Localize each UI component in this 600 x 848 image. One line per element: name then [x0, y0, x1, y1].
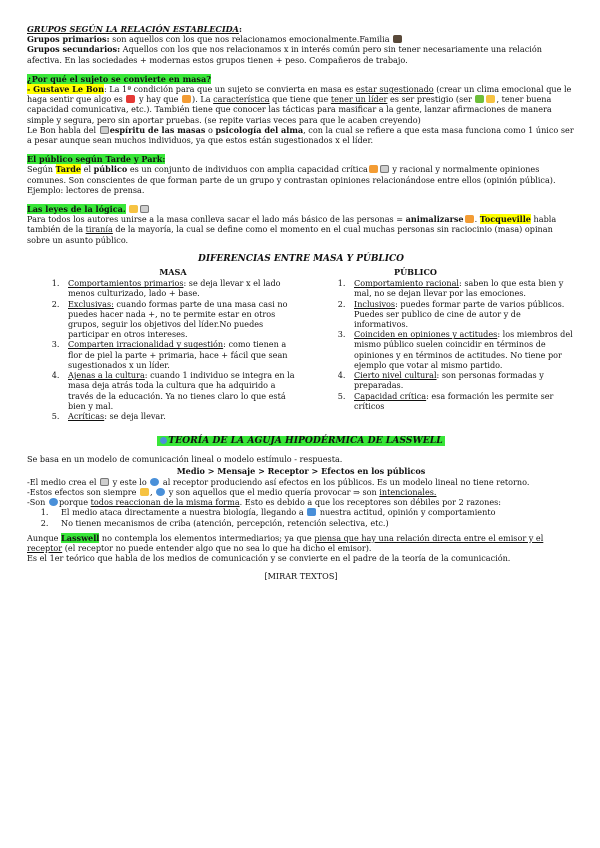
- grupos-primarios: Grupos primarios: son aquellos con los que nos relacionamos emocionalmente.Familia: [27, 34, 575, 44]
- list-item: 1. Comportamientos primarios: se deja llevar x el lado menos culturizado, lado + base.: [62, 278, 302, 298]
- masa-column: [27, 267, 302, 421]
- sugestion-heading-line: [27, 74, 575, 84]
- lasswell-final: Es el 1er teórico que habla de los medios de comunicación y se convierte en el padre de la teoría de la comunicación.: [27, 553, 511, 564]
- money-bag-icon: [486, 95, 495, 103]
- globe-icon: [49, 498, 58, 506]
- diferencias-columns: [27, 267, 575, 421]
- list-item: 4. Ajenas a la cultura: cuando 1 individuo se integra en la masa deja atrás toda la cultura que ha adquirido a través de la educación. Ya no tienes claro lo que está bien y mal.: [62, 370, 302, 411]
- tocqueville-name: Tocqueville: [479, 214, 531, 225]
- masa-heading: MASA: [159, 267, 187, 278]
- list-item: 3. Coinciden en opiniones y actitudes: los miembros del mismo público suelen coincidir en términos de opiniones y en términos de actitudes. No tiene por ejemplo que votar al mismo partido.: [348, 329, 575, 370]
- thinking-person-icon: [369, 165, 378, 173]
- list-item: 1. Comportamiento racional: saben lo que esta bien y mal, no se dejan llevar por las emociones.: [348, 278, 575, 298]
- list-item: 2. Inclusivos: puedes formar parte de varios públicos. Puedes ser publico de cine de autor y de informativos.: [348, 299, 575, 330]
- lasswell-formula: Medio > Mensaje > Receptor > Efectos en los públicos: [176, 465, 426, 476]
- list-item: 5. Capacidad crítica: esa formación les permite ser críticos: [348, 391, 575, 411]
- tarde-name: Tarde: [55, 164, 82, 175]
- tiger-icon: [465, 215, 474, 223]
- lasswell-line-3: -Son porque todos reaccionan de la misma forma. Esto es debido a que los receptores son débiles por 2 razones:: [27, 497, 502, 508]
- masa-list: [44, 278, 302, 421]
- mirar-textos: [MIRAR TEXTOS]: [264, 571, 338, 582]
- list-item: 2. Exclusivas: cuando formas parte de una masa casi no puedes hacer nada +, no te permite estar en otros grupos, seguir los objetivos del líder.No puedes participar en otros intereses.: [62, 299, 302, 340]
- sugestion-heading: ¿Por qué el sujeto se convierte en masa?: [27, 73, 211, 84]
- lasswell-name: Lasswell: [61, 532, 100, 543]
- smile-icon: [182, 95, 191, 103]
- cross-mark-icon: [126, 95, 135, 103]
- list-item: 5. Acríticas: se deja llevar.: [62, 411, 302, 421]
- tarde-heading: El público según Tarde y Park:: [27, 154, 166, 165]
- strong-arm-icon: [140, 488, 149, 496]
- ghost-icon: [100, 126, 109, 134]
- list-item: 2. No tienen mecanismos de criba (atención, percepción, retención selectiva, etc.): [51, 518, 575, 528]
- thought-bubble-icon: [380, 165, 389, 173]
- globe-icon: [156, 488, 165, 496]
- tarde-paragraph: Según Tarde el público es un conjunto de individuos con amplia capacidad crítica y racional y normalmente opiniones comunes. Son conscientes de que forman parte de un grupo y contrastan opiniones relacionándose entre ellos (opinión pública). Ejemplo: lectores de prensa.: [27, 164, 556, 195]
- logica-paragraph: Para todos los autores unirse a la masa conlleva sacar el lado más básico de las personas = animalizarse . Tocqueville habla también de la tiranía de la mayoría, la cual se define como el momento en el cual muchas personas sin raciocinio (masa) opinan sobre un asunto público.: [27, 214, 557, 245]
- logica-heading: Las leyes de la lógica.: [27, 204, 126, 215]
- reasons-list: [27, 507, 575, 527]
- publico-column: [330, 267, 575, 421]
- publico-heading: PÚBLICO: [394, 267, 437, 278]
- lasswell-title: TEORÍA DE LA AGUJA HIPODÉRMICA DE LASSWELL: [157, 436, 444, 446]
- brain-icon: [129, 205, 138, 213]
- tarde-heading-line: [27, 154, 575, 164]
- lasswell-line-2: -Estos efectos son siempre , y son aquellos que el medio quería provocar ⇒ son intencionales.: [27, 486, 437, 497]
- logica-heading-line: [27, 204, 575, 214]
- list-item: 3. Comparten irracionalidad y sugestión: como tienen a flor de piel la parte + primaria, hace + fácil que sean sugestionados x un líder.: [62, 339, 302, 370]
- lasswell-aunque: Aunque Lasswell no contempla los elementos intermediarios; ya que piensa que hay una relación directa entre el emisor y el receptor (el receptor no puede entender algo que no sea lo que ha dicho el emisor).: [27, 532, 544, 553]
- espiritu-paragraph: Le Bon habla del espíritu de las masas o psicología del alma, con la cual se refiere a que esta masa funciona como 1 único ser a pesar aunque sean muchos individuos, ya que estos están sugestionados x el líder.: [27, 124, 574, 146]
- family-icon: [393, 35, 402, 43]
- lebon-name: - Gustave Le Bon: [27, 84, 104, 95]
- speech-bubble-icon: [140, 205, 149, 213]
- list-item: 4. Cierto nivel cultural: son personas formadas y preparadas.: [348, 370, 575, 390]
- lasswell-intro: Se basa en un modelo de comunicación lineal o modelo estímulo - respuesta.: [27, 454, 343, 465]
- document-page: [27, 24, 575, 582]
- send-icon: [150, 478, 159, 486]
- refresh-icon: [307, 508, 316, 516]
- list-item: 1. El medio ataca directamente a nuestra biología, llegando a nuestra actitud, opinión y comportamiento: [51, 507, 575, 517]
- envelope-icon: [100, 478, 109, 486]
- lebon-paragraph: - Gustave Le Bon: La 1ª condición para que un sujeto se convierta en masa es estar sugestionado (crear un clima emocional que le haga sentir que algo es y hay que ). La característica que tiene que tener un líder es ser prestigio (ser , tener buena capacidad comunicativa, etc.). También tiene que conocer las tácticas para masificar a la gente, lanzar afirmaciones de manera simple y segura, pero sin aportar pruebas. (se repite varias veces para que le acaben creyendo): [27, 84, 572, 125]
- lasswell-line-1: -El medio crea el y este lo al receptor produciendo así efectos en los públicos. Es un modelo lineal no tiene retorno.: [27, 476, 530, 487]
- lasswell-title-wrap: [27, 435, 575, 446]
- syringe-icon: [160, 437, 167, 444]
- grupos-title: GRUPOS SEGÚN LA RELACIÓN ESTABLECIDA: [27, 24, 239, 34]
- diferencias-title: DIFERENCIAS ENTRE MASA Y PÚBLICO: [198, 253, 404, 264]
- grupos-title-line: GRUPOS SEGÚN LA RELACIÓN ESTABLECIDA:: [27, 24, 242, 34]
- grupos-secundarios: Grupos secundarios: Aquellos con los que nos relacionamos x in interés común pero sin tener necesariamente una relación afectiva. En las sociedades + modernas estos grupos tienen + peso. Compañeros de trabajo.: [27, 44, 542, 65]
- money-icon: [475, 95, 484, 103]
- publico-list: [330, 278, 575, 411]
